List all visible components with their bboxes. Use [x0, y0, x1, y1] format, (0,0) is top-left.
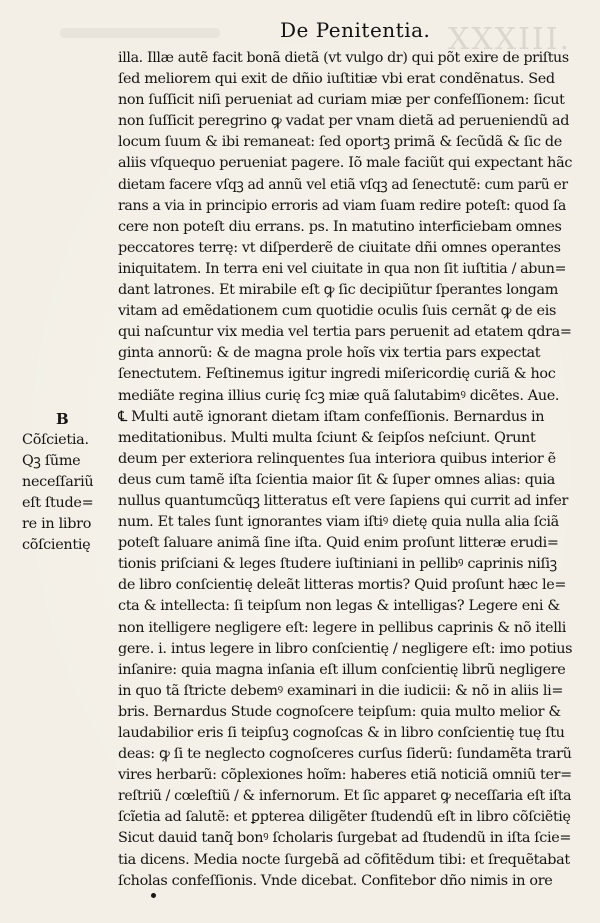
- text-line: inſanire: quia magna inſania eſt illum conſcientię librũ negligere: [118, 661, 566, 678]
- text-line: deum per exteriora relinquentes ſua interiora quibus interior ẽ: [118, 450, 556, 467]
- margin-note: neceſſariũ: [22, 474, 94, 490]
- text-line: laudabilior eris ſi teipſuꝫ cognoſcas & in libro conſcientię tuę ſtu: [118, 725, 565, 741]
- text-line: illa. Illæ autẽ facit bonã dietã (vt vulgo dr) qui põt exire de priſtus: [118, 50, 569, 66]
- text-line: tia dicens. Media nocte ſurgebã ad cõfitẽdum tibi: et ſrequẽtabat: [118, 851, 570, 868]
- text-line: cere non poteſt diu errans. ps. In matutino interficiebam omnes: [118, 218, 562, 235]
- margin-note: cõſcientię: [22, 537, 91, 554]
- margin-note: Cõſcietia.: [22, 431, 89, 448]
- margin-note: Qꝫ ſũme: [22, 452, 81, 469]
- text-line: de libro conſcientię deleãt litteras mortis? Quid proſunt hæc le=: [118, 577, 567, 594]
- text-line: vires herbarũ: cõplexiones hoĩm: haberes etiã noticiã omniũ ter=: [118, 767, 572, 784]
- text-line: aliis vſquequo perueniat pagere. Iõ male faciũt qui expectant hãc: [118, 155, 572, 172]
- text-line: locum ſuum & ibi remaneat: ſed oportꝫ primã & ſecũdã & ſic de: [118, 134, 562, 151]
- text-line: num. Et tales ſunt ignorantes viam iſtiꝰ dietę quia nulla alia ſciã: [118, 514, 559, 531]
- folio-bleed-through: XXXIII.: [448, 22, 572, 57]
- margin-note: eſt ſtude=: [22, 495, 94, 512]
- text-line: Sicut dauid tanq̃ bonꝰ ſcholaris ſurgebat ad ſtudendũ in iſta ſcie=: [118, 830, 572, 847]
- text-line: in quo tã ſtricte debemꝰ examinari in die iudicii: & nõ in aliis li=: [118, 682, 564, 699]
- margin-section-letter: B: [56, 409, 69, 428]
- text-line: deus cum tamẽ iſta ſcientia maior ſit & ſuper omnes alias: quia: [118, 471, 556, 488]
- main-text-block: [118, 48, 572, 892]
- text-line: ℄ Multi autẽ ignorant dietam iſtam confeſſionis. Bernardus in: [118, 408, 545, 425]
- text-line: mediãte regina illius curię ſcꝫ miæ quã ſalutabimꝰ dicẽtes. Aue.: [118, 387, 560, 404]
- text-line: dietam facere vſqꝫ ad annũ vel etiã vſqꝫ ad ſenectutẽ: cum parũ er: [118, 176, 568, 193]
- bleed-through-smudge: [60, 28, 220, 38]
- running-head: De Penitentia.: [280, 18, 431, 42]
- text-line: rans a via in principio erroris ad viam ſuam redire poteſt: quod ſa: [118, 197, 567, 214]
- text-line: deas: ꝙ ſi te neglecto cognoſceres curſus ſiderũ: ſundamẽta trarũ: [118, 746, 572, 763]
- text-line: meditationibus. Multi multa ſciunt & ſeipſos neſciunt. Qrunt: [118, 429, 536, 446]
- text-line: cta & intellecta: ſi teipſum non legas & intelligas? Legere eni &: [118, 598, 560, 615]
- text-line: qui naſcuntur vix media vel tertia pars peruenit ad etatem qdra=: [118, 324, 572, 341]
- text-line: non itelligere negligere eſt: legere in pellibus caprinis & nõ itelli: [118, 619, 566, 636]
- text-line: ginta annorũ: & de magna prole hoĩs vix tertia pars expectat: [118, 345, 541, 362]
- text-line: iniquitatem. In terra eni vel ciuitate in qua non ſit iuſtitia / abun=: [118, 260, 567, 277]
- text-line: vitam ad emẽdationem cum quotidie oculis ſuis cernãt ꝙ de eis: [118, 303, 556, 320]
- text-line: ſcholas confeſſionis. Vnde dicebat. Confitebor dño nimis in ore: [118, 872, 553, 889]
- text-line: dant latrones. Et mirabile eſt ꝙ ſic decipiũtur ſperantes longam: [118, 282, 559, 299]
- text-line: non ſuſſicit peregrino ꝙ vadat per vnam dietã ad perueniendũ ad: [118, 113, 570, 130]
- ink-dot: [151, 893, 156, 898]
- text-line: ſed meliorem qui exit de dñio iuſtitiæ vbi erat condẽnatus. Sed: [118, 71, 555, 88]
- text-line: bris. Bernardus Stude cognoſcere teipſum: quia multo melior &: [118, 703, 561, 720]
- text-line: nullus quantumcũqꝫ litteratus eſt vere ſapiens qui currit ad infer: [118, 492, 569, 509]
- text-line: ſenectutem. Feſtinemus igitur ingredi miſericordię curiã & hoc: [118, 366, 556, 383]
- text-line: gere. i. intus legere in libro conſcientię / negligere eſt: imo potius: [118, 640, 572, 657]
- margin-note: re in libro: [22, 516, 92, 533]
- text-line: reſtriũ / cœleſtiũ / & infernorum. Et ſic apparet ꝙ neceſſaria eſt iſta: [118, 788, 572, 805]
- text-line: tionis priſciani & leges ſtudere iuſtiniani in pellibꝰ caprinis niſiꝫ: [118, 556, 557, 573]
- text-line: non ſuſſicit niſi perueniat ad curiam miæ per confeſſionem: ſicut: [118, 92, 565, 109]
- text-line: ſcĩetia ad ſalutẽ: et ꝑpterea diligẽter ſtudendũ eſt in libro cõſciẽtię: [118, 809, 571, 826]
- text-line: peccatores terrę: vt diſperderẽ de ciuitate dñi omnes operantes: [118, 239, 561, 256]
- text-line: poteſt ſaluare animã ſine iſta. Quid enim proſunt litteræ erudi=: [118, 535, 559, 552]
